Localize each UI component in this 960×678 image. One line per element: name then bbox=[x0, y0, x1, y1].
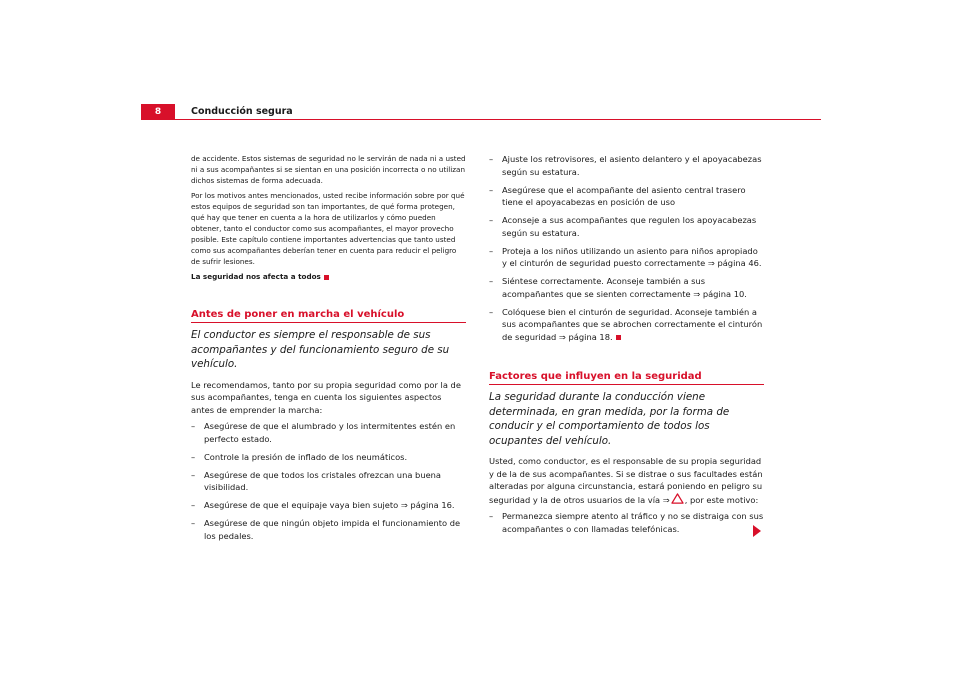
end-marker-icon bbox=[324, 275, 329, 280]
checklist bbox=[191, 420, 466, 542]
section-paragraph: Le recomendamos, tanto por su propia seguridad como por la de sus acompañantes, tenga en cuenta los siguientes aspectos antes de emprender la marcha: bbox=[191, 379, 461, 415]
list-item: – Asegúrese de que el alumbrado y los intermitentes estén en perfecto estado. bbox=[191, 420, 466, 445]
list-item: – Controle la presión de inflado de los neumáticos. bbox=[191, 451, 466, 464]
section-lead: La seguridad durante la conducción viene determinada, en gran medida, por la forma de conducir y el comportamiento de todos los ocupantes del vehículo. bbox=[489, 391, 730, 447]
right-column bbox=[489, 153, 764, 541]
intro-paragraph-2: Por los motivos antes mencionados, usted recibe información sobre por qué estos equipos de seguridad son tan importantes, de qué forma protegen, qué hay que tener en cuenta a la hora de utilizarlos y cómo pueden obtener, tanto el conductor como sus acompañantes, el mayor provecho posible. Este capítulo contiene importantes advertencias que tanto usted como sus acompañantes deberían tener en cuenta para reducir el peligro de sufrir lesiones. bbox=[191, 191, 465, 266]
section-lead: El conductor es siempre el responsable de sus acompañantes y del funcionamiento seguro de su vehículo. bbox=[191, 329, 450, 370]
list-item bbox=[489, 306, 764, 344]
list-item: – Ajuste los retrovisores, el asiento delantero y el apoyacabezas según su estatura. bbox=[489, 153, 764, 178]
section-paragraph bbox=[489, 455, 764, 506]
section-title-safety-factors: Factores que influyen en la seguridad bbox=[489, 371, 764, 385]
section-title-before-driving: Antes de poner en marcha el vehículo bbox=[191, 309, 466, 323]
left-column bbox=[191, 153, 466, 548]
list-item: – Proteja a los niños utilizando un asiento para niños apropiado y el cinturón de seguridad puesto correctamente ⇒ página 46. bbox=[489, 245, 764, 270]
intro-paragraph-1: de accidente. Estos sistemas de seguridad no le servirán de nada ni a usted ni a sus acompañantes si se sientan en una posición incorrecta o no utilizan dichos sistemas de forma adecuada. bbox=[191, 154, 466, 185]
list-item: – Asegúrese de que el equipaje vaya bien sujeto ⇒ página 16. bbox=[191, 499, 466, 512]
list-item: – Siéntese correctamente. Aconseje también a sus acompañantes que se sienten correctamente ⇒ página 10. bbox=[489, 275, 764, 300]
safety-list bbox=[489, 510, 764, 535]
page-header-title: Conducción segura bbox=[191, 106, 293, 117]
list-item: – Asegúrese que el acompañante del asiento central trasero tiene el apoyacabezas en posición de uso bbox=[489, 184, 764, 209]
list-item: – Permanezca siempre atento al tráfico y no se distraiga con sus acompañantes o con llamadas telefónicas. bbox=[489, 510, 764, 535]
list-item-text: Colóquese bien el cinturón de seguridad. Aconseje también a sus acompañantes que se abrochen correctamente el cinturón de seguridad ⇒ página 18. bbox=[502, 306, 763, 342]
page-number: 8 bbox=[141, 104, 175, 120]
paragraph-text: Usted, como conductor, es el responsable de su propia seguridad y de la de sus acompañantes. Si se distrae o sus facultades están alteradas por alguna circunstancia, estará poniendo en peligro su seguridad y la de otros usuarios de la vía ⇒ bbox=[489, 456, 763, 505]
header-rule bbox=[141, 119, 821, 120]
list-item: – Asegúrese de que todos los cristales ofrezcan una buena visibilidad. bbox=[191, 469, 466, 494]
intro-bold-line bbox=[191, 271, 466, 282]
paragraph-text-end: , por este motivo: bbox=[684, 494, 759, 505]
next-page-arrow-icon bbox=[753, 525, 761, 537]
warning-triangle-icon bbox=[671, 493, 684, 504]
intro-bold-text: La seguridad nos afecta a todos bbox=[191, 272, 321, 281]
checklist-continued bbox=[489, 153, 764, 343]
end-marker-icon bbox=[616, 335, 621, 340]
list-item: – Aconseje a sus acompañantes que regulen los apoyacabezas según su estatura. bbox=[489, 214, 764, 239]
list-item: – Asegúrese de que ningún objeto impida el funcionamiento de los pedales. bbox=[191, 517, 466, 542]
